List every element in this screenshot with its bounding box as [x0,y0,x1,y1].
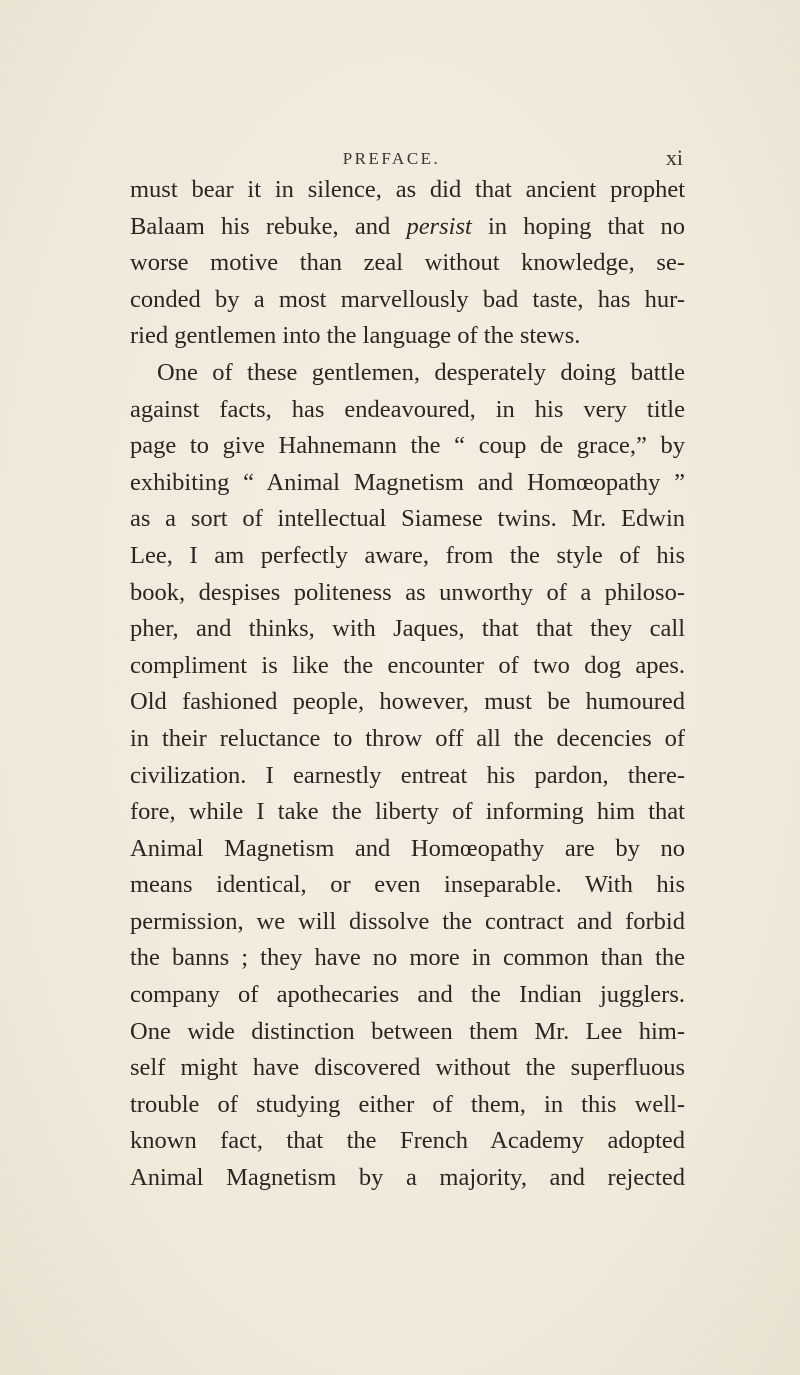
page-number: xi [665,145,683,170]
text-line: in their reluctance to throw off all the decencies of [130,724,685,752]
emphasized-word: persist [406,212,472,240]
running-head [100,145,683,173]
text-line [130,209,685,246]
text-line: trouble of studying either of them, in this well- [130,1090,685,1118]
text-line: worse motive than zeal without knowledge, se- [130,249,685,277]
text-line: fore, while I take the liberty of informing him that [130,798,685,826]
text-line: the banns ; they have no more in common than the [130,944,685,972]
text-line: Animal Magnetism and Homœopathy are by no [130,834,685,862]
text-segment: in hoping that no [471,212,685,240]
running-head-title: PREFACE. [342,149,441,168]
text-segment: Balaam his rebuke, and [130,212,407,240]
text-line: page to give Hahnemann the “ coup de grace,” by [130,432,685,460]
text-line: against facts, has endeavoured, in his very title [130,395,685,423]
text-line: pher, and thinks, with Jaques, that that they call [130,615,685,643]
text-line: must bear it in silence, as did that ancient prophet [130,176,685,203]
body-text [130,172,685,1197]
text-line: conded by a most marvellously bad taste, has hur- [130,285,685,313]
text-line: One wide distinction between them Mr. Lee him- [130,1017,685,1045]
text-line: self might have discovered without the superfluous [130,1054,685,1082]
text-line: Lee, I am perfectly aware, from the style of his [130,541,685,569]
text-line: ried gentlemen into the language of the stews. [130,322,581,350]
text-line: compliment is like the encounter of two dog apes. [130,651,685,679]
text-line: One of these gentlemen, desperately doing battle [157,358,685,386]
text-line: known fact, that the French Academy adopted [130,1127,685,1155]
text-line: civilization. I earnestly entreat his pardon, there- [130,761,685,789]
text-line: permission, we will dissolve the contract and forbid [130,907,685,935]
text-line: Old fashioned people, however, must be humoured [130,688,685,716]
text-line: Animal Magnetism by a majority, and rejected [130,1164,685,1192]
text-line: book, despises politeness as unworthy of a philoso- [130,578,685,606]
text-line: company of apothecaries and the Indian jugglers. [130,981,685,1009]
text-line: means identical, or even inseparable. With his [130,871,685,899]
text-line: as a sort of intellectual Siamese twins. Mr. Edwin [130,505,685,533]
text-line: exhibiting “ Animal Magnetism and Homœopathy ” [130,468,685,496]
